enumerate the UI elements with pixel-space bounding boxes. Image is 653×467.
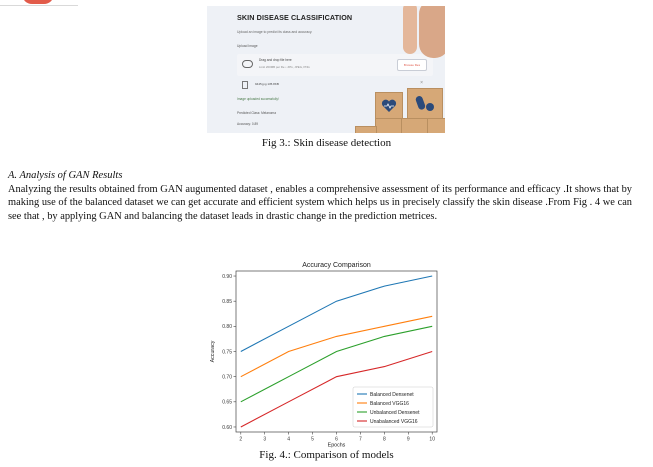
legend-label: Balanced VGG16 [370,400,409,407]
accuracy-chart [207,256,447,448]
x-tick-label: 7 [359,436,362,443]
y-tick-label: 0.65 [222,399,232,406]
x-tick-label: 10 [429,436,435,443]
figure-3-caption: Fig 3.: Skin disease detection [261,137,392,149]
chart-title: Accuracy Comparison [302,262,371,269]
accuracy-value: Accuracy: 0.89 [237,122,259,126]
wood-block [401,118,429,133]
app-screenshot-figure [207,6,445,133]
section-paragraph: Analyzing the results obtained from GAN augumented dataset , enables a comprehensive assessment of its performance and efficacy .It shows that by making use of the balanced dataset we can get accurate and efficient system which helps us in precisely classify the skin disease .From Fig . 4 we can see that , by applying GAN and balancing the dataset leads in drastic change in the prediction metrices. [8,184,632,222]
file-icon [242,81,248,89]
wood-block-pills [407,88,443,120]
x-tick-label: 8 [382,436,386,443]
heart-icon [381,99,397,113]
y-tick-label: 0.70 [222,374,232,381]
file-dropzone[interactable] [237,54,433,76]
browse-files-button[interactable]: Browse files [397,59,427,71]
wood-block-heart [375,92,403,120]
predicted-class: Predicted Class: Melanoma [237,111,276,115]
legend-label: Unabalanced VGG16 [370,418,418,425]
uploaded-file-row [237,80,423,89]
wood-block [375,118,403,133]
pills-icon [414,94,436,114]
legend-label: Balanced Densenet [370,391,414,398]
x-tick-label: 4 [287,436,291,443]
accuracy-chart-svg [207,256,447,448]
x-tick-label: 3 [263,436,267,443]
section-heading: A. Analysis of GAN Results [8,170,123,181]
y-tick-label: 0.75 [222,349,232,356]
y-tick-label: 0.90 [222,273,232,280]
y-tick-label: 0.85 [222,298,232,305]
app-title: SKIN DISEASE CLASSIFICATION [237,13,353,22]
x-tick-label: 5 [311,436,314,443]
x-tick-label: 6 [335,436,338,443]
remove-file-icon[interactable]: × [420,80,423,86]
uploaded-file-name: 9445.jpg 135.8KB [255,82,279,86]
x-tick-label: 9 [406,436,410,443]
figure-4-caption: Fig. 4.: Comparison of models [259,449,394,461]
finger-image [403,6,417,54]
x-axis-label: Epochs [327,442,346,448]
cloud-upload-icon [242,60,253,68]
upload-status: Image uploaded successfully! [237,97,279,101]
x-tick-label: 2 [239,436,243,443]
upload-label: Upload Image [237,44,258,48]
wood-block [355,126,377,133]
hand-image [419,6,445,58]
legend-label: Unbalanced Densenet [370,409,420,416]
y-tick-label: 0.80 [222,324,232,331]
logo-fragment [0,0,78,6]
app-subtitle: Upload an image to predict its class and accuracy. [237,30,313,34]
dropzone-text: Drag and drop file here [259,58,292,62]
y-tick-label: 0.60 [222,424,232,431]
y-axis-label: Accuracy [210,340,216,363]
dropzone-limit: Limit 200MB per file • JPG, JPEG, PNG [259,65,310,69]
wood-block [427,118,445,133]
